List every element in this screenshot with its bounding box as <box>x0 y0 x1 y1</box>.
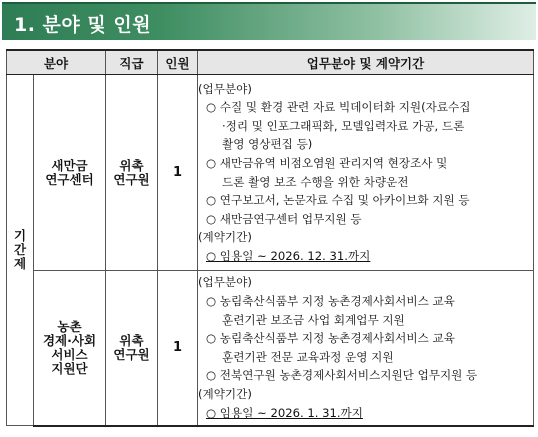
duty-item-line: 촬영 영상편집 등) <box>222 137 313 152</box>
duty-item-line: ·정리 및 인포그래픽화, 모델입력자료 가공, 드론 <box>222 118 465 133</box>
duty-list <box>198 273 533 422</box>
contract-term-line: ○ 임용일 ~ 2026. 12. 31.까지 <box>206 248 371 263</box>
header-field: 분야 <box>7 50 106 75</box>
employment-type-char: 기 <box>13 228 27 243</box>
duty-item-line: 훈련기관 보조금 사업 회계업무 지원 <box>222 312 405 327</box>
duty-item-line: ○ 새만금유역 비점오염원 관리지역 현장조사 및 <box>206 155 448 170</box>
rank-cell <box>106 271 158 426</box>
duty-section-label: (업무분야) <box>198 275 252 290</box>
department-name: 농촌 경제·사회 서비스 지원단 <box>42 318 97 376</box>
duty-cell <box>198 75 534 271</box>
duty-item-line: ○ 전북연구원 농촌경제사회서비스지원단 업무지원 등 <box>206 368 478 383</box>
duty-section-label: (계약기간) <box>198 386 252 401</box>
employment-type-char: 간 <box>13 242 27 257</box>
department-name: 새만금 연구센터 <box>45 157 94 187</box>
duty-item-line: ○ 새만금연구센터 업무지원 등 <box>206 211 362 226</box>
header-duty: 업무분야 및 계약기간 <box>198 50 534 75</box>
header-rank: 직급 <box>106 50 158 75</box>
table-row <box>7 271 534 426</box>
contract-term-line: ○ 임용일 ~ 2026. 1. 31.까지 <box>206 405 363 420</box>
duty-list <box>198 80 533 266</box>
duty-cell <box>198 271 534 426</box>
header-count: 인원 <box>158 50 198 75</box>
duty-item-line: ○ 수질 및 환경 관련 자료 빅데이터화 지원(자료수집 <box>206 100 471 115</box>
section-title: 1. 분야 및 인원 <box>14 14 152 36</box>
recruitment-table <box>6 49 534 427</box>
duty-item-line: 드론 촬영 보조 수행을 위한 차량운전 <box>222 174 409 189</box>
duty-section-label: (계약기간) <box>198 230 252 245</box>
department-cell <box>34 271 106 426</box>
table-header-row <box>7 50 534 75</box>
table-row <box>7 75 534 271</box>
section-banner <box>2 2 536 40</box>
rank-name: 위촉 연구원 <box>113 157 150 187</box>
duty-item-line: ○ 농림축산식품부 지정 농촌경제사회서비스 교육 <box>206 331 455 346</box>
employment-type-char: 제 <box>13 256 27 271</box>
duty-item-line: ○ 연구보고서, 논문자료 수집 및 아카이브화 지원 등 <box>206 193 470 208</box>
count-cell: 1 <box>158 75 198 271</box>
department-cell <box>34 75 106 271</box>
duty-section-label: (업무분야) <box>198 81 252 96</box>
employment-type-cell <box>7 75 34 426</box>
rank-cell <box>106 75 158 271</box>
duty-item-line: 훈련기관 전문 교육과정 운영 지원 <box>222 349 394 364</box>
duty-item-line: ○ 농림축산식품부 지정 농촌경제사회서비스 교육 <box>206 293 455 308</box>
rank-name: 위촉 연구원 <box>113 332 150 362</box>
count-cell: 1 <box>158 271 198 426</box>
employment-type-label <box>7 229 33 271</box>
